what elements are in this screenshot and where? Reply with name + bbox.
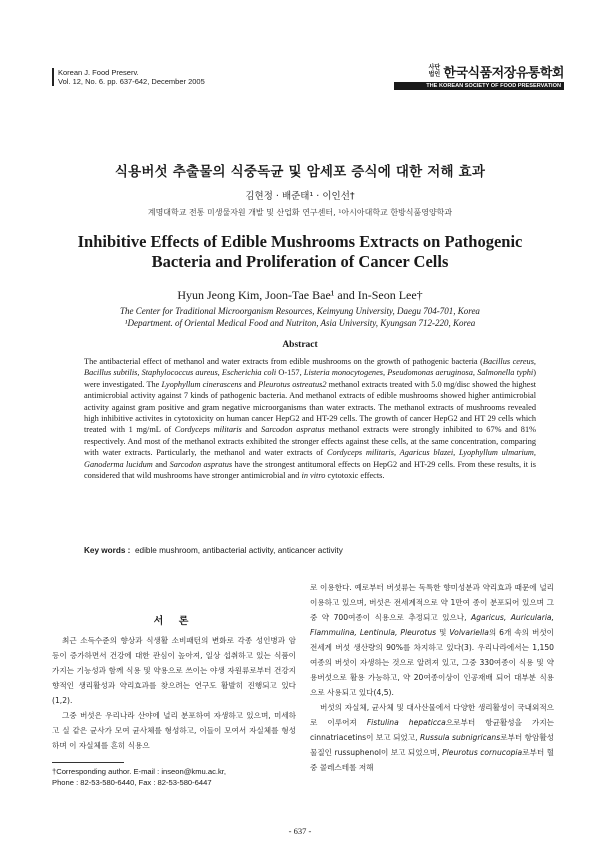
journal-volume: Vol. 12, No. 6. pp. 637-642, December 2005 xyxy=(58,77,205,86)
affiliation-1: The Center for Traditional Microorganism Resources, Keimyung University, Daegu 704-701, Korea xyxy=(120,306,480,316)
right-paragraph-1: 로 이용한다. 예로부터 버섯류는 독특한 향미성분과 약리효과 때문에 널리 이용하고 있으며, 버섯은 전세계적으로 약 1만여 종이 분포되어 있으며 그중 약 700여종이 식용으로 추정되고 있으나, Agaricus, Auricularia, Flammulina, Lentinula, Pleurotus 및 Volvariella의 6개 속의 버섯이 전세계 버섯 생산량의 90%를 차지하고 있다(3). 우리나라에서는 1,150여종의 버섯이 자생하는 것으로 알려져 있고, 그중 330여종이 식용 및 약용버섯으로 활용 가능하고, 약 20여종이상이 인공재배 되어 대부분 식용으로 사용되고 있다(4,5). xyxy=(310,583,554,697)
corresponding-author-footnote xyxy=(52,766,226,788)
intro-paragraph-1: 최근 소득수준의 향상과 식생활 소비패턴의 변화로 각종 성인병과 암 등이 증가하면서 건강에 대한 관심이 높아져, 일상 섭취하고 있는 식품이 가지는 기능성과 함께 식용 및 약용으로 쓰이는 야생 자원류로부터 건강지향적인 생리활성과 약리효과를 찾으려는 연구도 활발히 진행되고 있다(1,2). xyxy=(52,636,296,705)
korean-title: 식용버섯 추출물의 식중독균 및 암세포 증식에 대한 저해 효과 xyxy=(114,164,486,180)
english-title xyxy=(60,232,540,272)
english-authors: Hyun Jeong Kim, Joon-Tae Bae¹ and In-Seon Lee† xyxy=(177,288,423,302)
body-column-right xyxy=(310,580,554,775)
journal-citation xyxy=(52,68,205,86)
korean-authors: 김현정 · 배준태¹ · 이인선† xyxy=(245,191,355,202)
keywords-text: edible mushroom, antibacterial activity, anticancer activity xyxy=(134,546,343,555)
english-title-line2: Bacteria and Proliferation of Cancer Cells xyxy=(151,252,449,271)
page-number: - 637 - xyxy=(288,826,312,836)
footnote-email: †Corresponding author. E-mail : inseon@kmu.ac.kr, xyxy=(52,767,227,776)
english-affiliations xyxy=(0,306,600,329)
korean-affiliation: 계명대학교 전통 미생물자원 개발 및 산업화 연구센터, ¹아시아대학교 한방식품영양학과 xyxy=(147,208,453,217)
footnote-phone: Phone : 82-53-580-6440, Fax : 82-53-580-6447 xyxy=(52,778,212,787)
abstract-body: The antibacterial effect of methanol and water extracts from edible mushrooms on the growth of pathogenic bacteria (Bacillus cereus, Bacillus subtilis, Staphylococcus aureus, Escherichia coli O-157, Listeria monocytogenes, Pseudomonas aeruginosa, Salmonella typhi) were investigated. The Lyophyllum cinerascens and Pleurotus ostreatus2 methanol extracts treated with 5.0 mg/disc showed the highest antimicrobial activity against 7 kinds of pathogenic bacteria. And methanol extracts of edible mushrooms showed higher antimicrobial activity against gram positive and gram negative microorganisms than water extracts. The methanol extracts of mushrooms revealed high inhibitive activites in cytotoxicity on human cancer HepG2 and HT-29 cells. The growth of cancer HepG2 and HT 29 cells which treated with 1 mg/mL of Cordyceps militaris and Sarcodon aspratus methanol extracts were strongly inhibited to 67% and 81% respectively. And most of the methanol extracts exhibited the stronger effects against these cells, at the same concentration, comparing with water extracts. Particularly, the methanol and water extracts of Cordyceps militaris, Agaricus blazei, Lyophyllum ulmarium, Ganoderma lucidum and Sarcodon aspratus have the strongest antitumoral effects on HepG2 and HT-29 cells. From these results, it is considered that wild mushrooms have stronger antimicrobial and in vitro cytotoxic effects. xyxy=(84,357,537,481)
intro-paragraph-2: 그중 버섯은 우리나라 산야에 널리 분포하여 자생하고 있으며, 미세하고 실 같은 균사가 모여 균사체를 형성하고, 이들이 모여서 자실체를 형성하며 이 자실체를 흔히 식용으 xyxy=(52,711,296,750)
body-column-left xyxy=(52,612,296,753)
right-paragraph-2: 버섯의 자실체, 균사체 및 대사산물에서 다양한 생리활성이 국내외적으로 이루어져 Fistulina hepaticca으로부터 항균활성을 가지는 cinnatriacetins이 보고 되었고, Russula subnigricans로부터 항암활성 물질인 russuphenol이 보고 되었으며, Pleurotus cornucopia로부터 혈중 콜레스테롤 저해 xyxy=(310,703,555,772)
introduction-heading: 서 론 xyxy=(153,616,195,627)
english-title-line1: Inhibitive Effects of Edible Mushrooms Extracts on Pathogenic xyxy=(77,232,523,251)
society-name-korean: 한국식품저장유통학회 xyxy=(443,66,564,81)
society-mark: 사단 법인 xyxy=(428,64,441,78)
affiliation-2: ¹Department. of Oriental Medical Food and Nutriton, Asia University, Kyungsan 712-220, Korea xyxy=(124,317,476,328)
abstract-heading: Abstract xyxy=(282,340,318,350)
keywords-label: Key words : xyxy=(84,546,131,555)
society-name-english: THE KOREAN SOCIETY OF FOOD PRESERVATION xyxy=(394,82,564,90)
keywords xyxy=(84,546,536,555)
journal-name: Korean J. Food Preserv. xyxy=(58,68,139,77)
footnote-divider xyxy=(52,762,124,763)
society-logo xyxy=(394,62,564,90)
